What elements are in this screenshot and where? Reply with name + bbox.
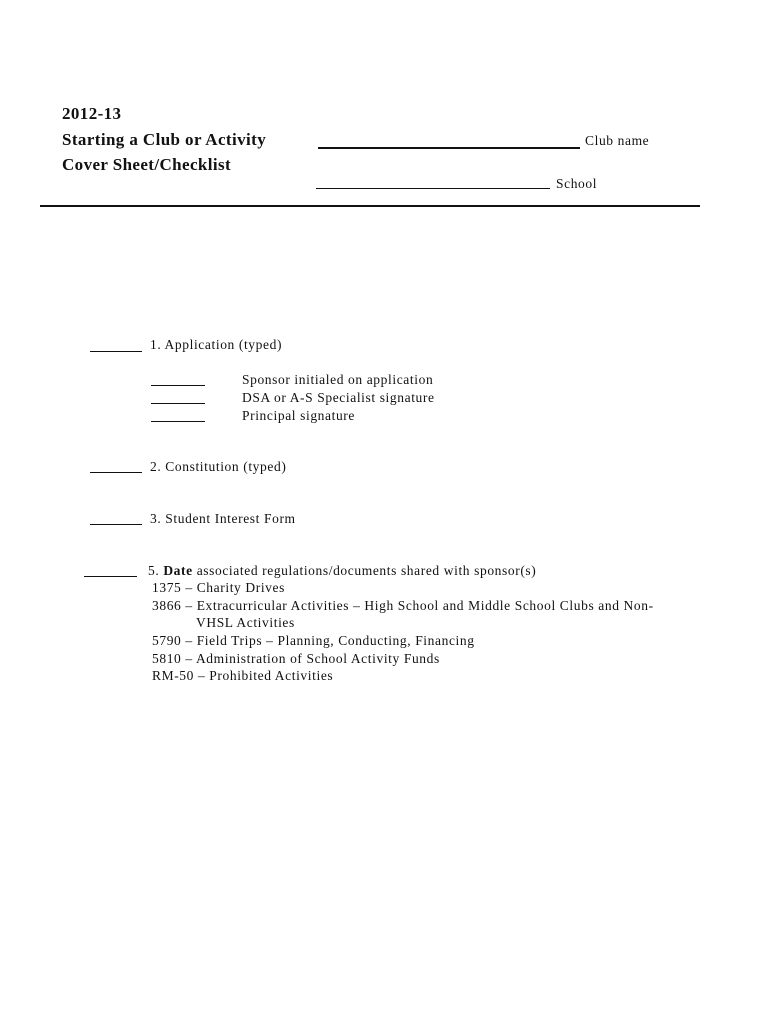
item5-number: 5. <box>148 563 160 578</box>
subitem2-blank[interactable] <box>151 403 205 404</box>
item1-label: 1. Application (typed) <box>150 337 283 352</box>
document-title: Starting a Club or Activity <box>62 130 267 149</box>
document-year: 2012-13 <box>62 104 122 123</box>
regulation-1375: 1375 – Charity Drives <box>152 580 285 595</box>
item5-label <box>148 563 536 579</box>
regulation-3866: 3866 – Extracurricular Activities – High School and Middle School Clubs and Non- <box>152 598 654 613</box>
document-subtitle: Cover Sheet/Checklist <box>62 155 232 174</box>
school-blank[interactable] <box>316 188 550 189</box>
item3-label: 3. Student Interest Form <box>150 511 296 526</box>
subitem3-blank[interactable] <box>151 421 205 422</box>
school-label: School <box>556 176 598 191</box>
subitem-principal-signature: Principal signature <box>242 408 355 423</box>
item1-checkbox-blank[interactable] <box>90 351 142 352</box>
item2-checkbox-blank[interactable] <box>90 472 142 473</box>
item5-label-rest: associated regulations/documents shared with sponsor(s) <box>196 563 537 578</box>
regulation-5810: 5810 – Administration of School Activity Funds <box>152 651 440 666</box>
regulation-5790: 5790 – Field Trips – Planning, Conducting, Financing <box>152 633 475 648</box>
header-divider <box>40 205 700 207</box>
subitem1-blank[interactable] <box>151 385 205 386</box>
item2-label: 2. Constitution (typed) <box>150 459 287 474</box>
subitem-sponsor-initialed: Sponsor initialed on application <box>242 372 434 387</box>
subitem-dsa-signature: DSA or A-S Specialist signature <box>242 390 435 405</box>
club-name-label: Club name <box>585 133 650 148</box>
item5-checkbox-blank[interactable] <box>84 576 137 577</box>
regulation-rm50: RM-50 – Prohibited Activities <box>152 668 334 683</box>
club-name-blank[interactable] <box>318 147 580 149</box>
item3-checkbox-blank[interactable] <box>90 524 142 525</box>
item5-bold-word: Date <box>163 563 193 578</box>
regulation-3866-continued: VHSL Activities <box>196 615 295 630</box>
